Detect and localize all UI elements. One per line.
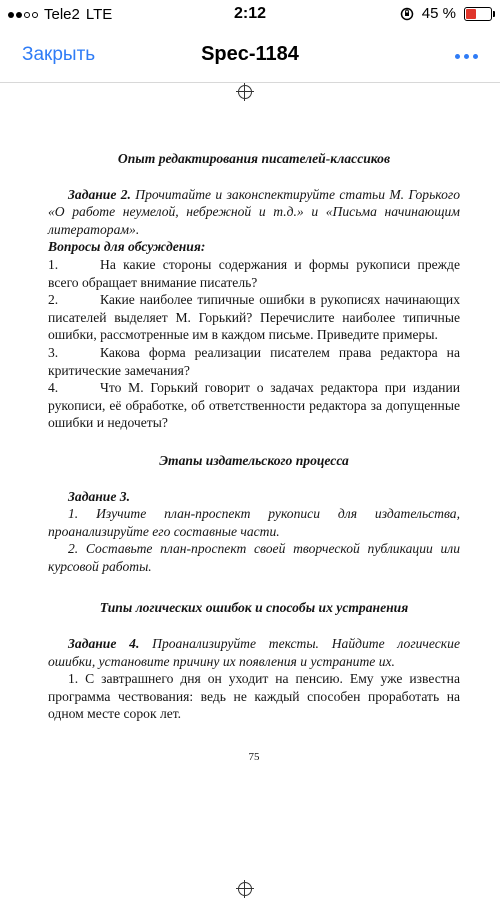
question-item: 2. Какие наиболее типичные ошибки в рукописях начинающих писателей выделяет М. Горький? Перечислите наиболее типичные ошибки, рассмотренные им в каждом письме. Приведите примеры. [48, 292, 460, 343]
task-text: Проанализируйте тексты. Найдите логические ошибки, установите причину их появления и устраните их. [48, 636, 460, 669]
task-label: Задание 4. [68, 636, 140, 652]
document-title: Spec-1184 [201, 43, 299, 65]
question-item: 3. Какова форма реализации писателем права редактора на критические замечания? [48, 344, 460, 378]
task-label: Задание 2. [68, 186, 131, 202]
section-title: Опыт редактирования писателей-классиков [117, 151, 391, 166]
task-3-item: 1. Изучите план-проспект рукописи для издательства, проанализируйте его составные части. [48, 506, 460, 539]
section-title: Этапы издательского процесса [159, 452, 349, 468]
task-text: Прочитайте и законспектируйте статьи М. Горького «О работе неумелой, небрежной и т.д.» и «Письма начинающим литераторам». [48, 186, 460, 237]
network-type: LTE [85, 6, 113, 23]
document-page[interactable] [48, 150, 460, 778]
section-title: Типы логических ошибок и способы их устранения [99, 600, 409, 616]
clock: 2:12 [233, 5, 267, 22]
page-number: 75 [248, 751, 260, 764]
navigation-bar [0, 32, 500, 83]
close-button[interactable]: Закрыть [22, 44, 96, 65]
task-2 [48, 186, 460, 239]
status-bar [0, 0, 500, 30]
carrier-name: Tele2 [44, 6, 80, 23]
task-3-item: 2. Составьте план-проспект своей творческой публикации или курсовой работы. [48, 541, 460, 574]
question-item: 1. На какие стороны содержания и формы рукописи прежде всего обращает внимание писатель? [48, 256, 460, 290]
questions-list [48, 256, 460, 432]
battery-level-fill [466, 9, 476, 19]
questions-title: Вопросы для обсуждения: [48, 239, 206, 255]
orientation-lock-icon [400, 7, 414, 21]
registration-mark-icon [238, 85, 252, 99]
more-options-icon[interactable] [455, 54, 478, 59]
question-item: 4. Что М. Горький говорит о задачах редактора при издании рукописи, её обработке, об ответственности редактора за допущенные ошибки и недочеты? [48, 380, 460, 431]
registration-mark-icon [238, 882, 252, 896]
task-4 [48, 635, 460, 670]
task-3-label: Задание 3. [68, 488, 130, 504]
battery-percent: 45 % [421, 5, 456, 22]
battery-icon [464, 7, 492, 21]
task-4-example: 1. С завтрашнего дня он уходит на пенсию. Ему уже известна программа чествования: ведь не каждый способен проработать на одном месте сорок лет. [48, 671, 460, 722]
status-right-group [400, 5, 492, 22]
